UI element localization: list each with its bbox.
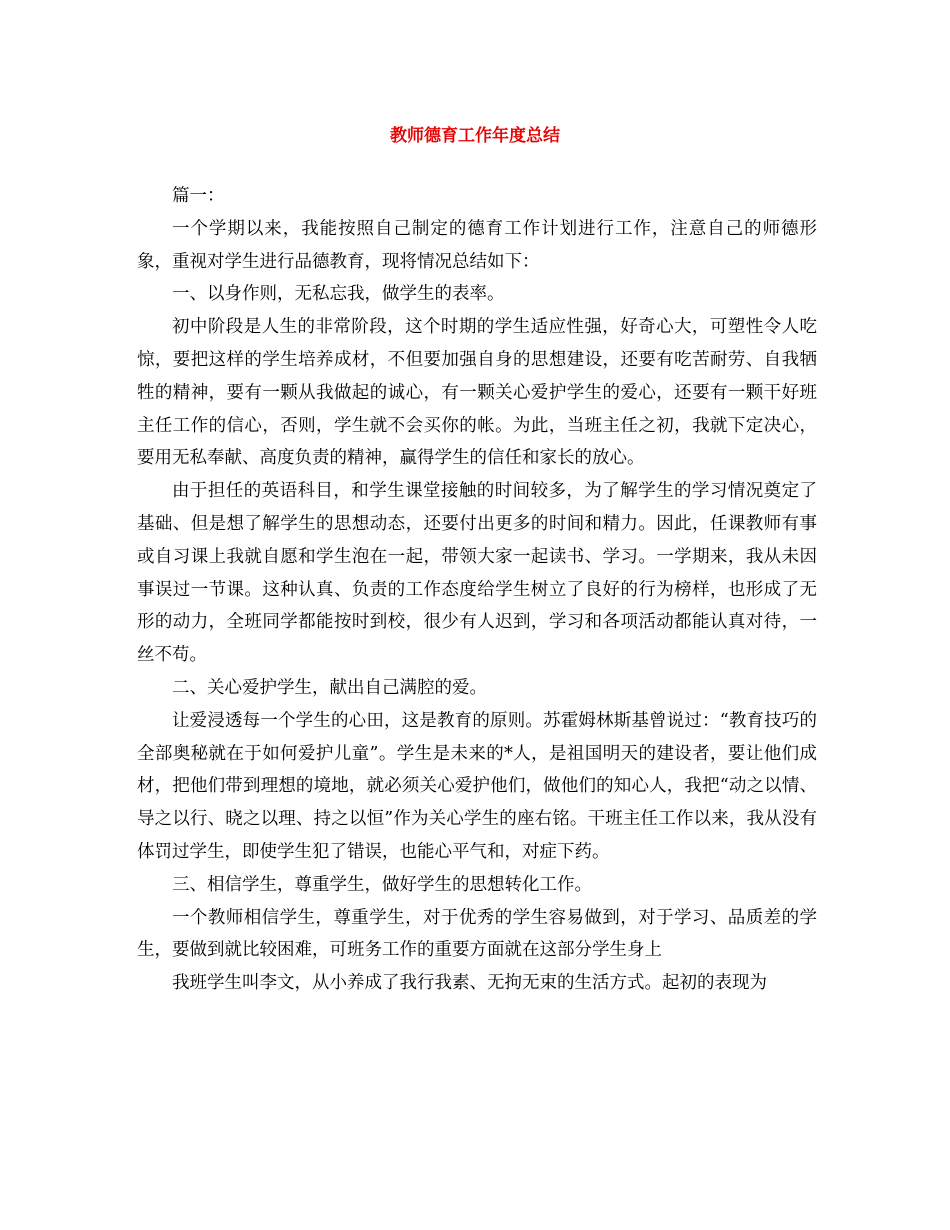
section-heading-3: 三、相信学生，尊重学生，做好学生的思想转化工作。 [172, 874, 592, 895]
paragraph-body: 一个教师相信学生，尊重学生，对于优秀的学生容易做到，对于学习、品质差的学生，要做到就比较困难，可班务工作的重要方面就在这部分学生身上 [137, 907, 817, 961]
document-body [137, 180, 817, 1000]
section-heading-2: 二、关心爱护学生，献出自己满腔的爱。 [172, 677, 487, 698]
paragraph-section-label: 篇一： [172, 186, 225, 206]
paragraph-body: 初中阶段是人生的非常阶段，这个时期的学生适应性强，好奇心大，可塑性令人吃惊，要把这样的学生培养成材，不但要加强自身的思想建设，还要有吃苦耐劳、自我牺牲的精神，要有一颗从我做起的诚心，有一颗关心爱护学生的爱心，还要有一颗干好班主任工作的信心，否则，学生就不会买你的帐。为此，当班主任之初，我就下定决心，要用无私奉献、高度负责的精神，赢得学生的信任和家长的放心。 [137, 317, 817, 469]
paragraph-intro: 一个学期以来，我能按照自己制定的德育工作计划进行工作，注意自己的师德形象，重视对学生进行品德教育，现将情况总结如下： [137, 218, 817, 272]
paragraph-body: 让爱浸透每一个学生的心田，这是教育的原则。苏霍姆林斯基曾说过：“教育技巧的全部奥秘就在于如何爱护儿童”。学生是未来的*人，是祖国明天的建设者，要让他们成材，把他们带到理想的境地，就必须关心爱护他们，做他们的知心人，我把“动之以情、导之以行、晓之以理、持之以恒”作为关心学生的座右铭。干班主任工作以来，我从没有体罚过学生，即使学生犯了错误，也能心平气和，对症下药。 [137, 710, 817, 862]
paragraph-body: 由于担任的英语科目，和学生课堂接触的时间较多，为了解学生的学习情况奠定了基础、但是想了解学生的思想动态，还要付出更多的时间和精力。因此，任课教师有事或自习课上我就自愿和学生泡在一起，带领大家一起读书、学习。一学期来，我从未因事误过一节课。这种认真、负责的工作态度给学生树立了良好的行为榜样，也形成了无形的动力，全班同学都能按时到校，很少有人迟到，学习和各项活动都能认真对待，一丝不苟。 [137, 481, 817, 666]
paragraph-body: 我班学生叫李文，从小养成了我行我素、无拘无束的生活方式。起初的表现为 [172, 973, 767, 994]
document-title: 教师德育工作年度总结 [390, 126, 560, 146]
section-heading-1: 一、以身作则，无私忘我，做学生的表率。 [172, 284, 505, 305]
